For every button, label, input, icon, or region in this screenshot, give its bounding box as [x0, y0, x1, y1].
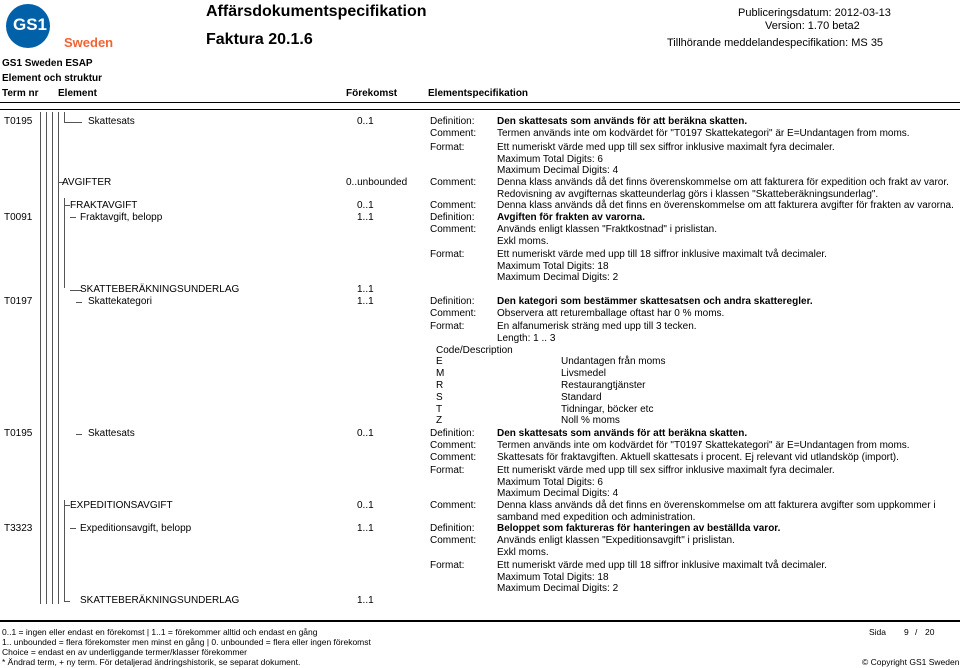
code-description-header: Code/Description — [436, 345, 513, 356]
occurrence: 1..1 — [357, 523, 374, 534]
spec-label: Comment: — [430, 177, 477, 188]
term-number: T0091 — [4, 212, 33, 223]
comment-text: Denna klass används då det finns en överenskommelse om att fakturera avgifter som uppkommer i — [497, 500, 936, 511]
comment-text-cont: Exkl moms. — [497, 547, 549, 558]
occurrence: 0..1 — [357, 500, 374, 511]
element-name: EXPEDITIONSAVGIFT — [70, 500, 173, 511]
occurrence: 1..1 — [357, 296, 374, 307]
format-text: Ett numeriskt värde med upp till 18 siffror inklusive maximalt två decimaler. — [497, 249, 827, 260]
occurrence: 0..1 — [357, 428, 374, 439]
spec-label: Format: — [430, 321, 465, 332]
format-text: Ett numeriskt värde med upp till 18 siffror inklusive maximalt två decimaler. — [497, 560, 827, 571]
spec-label: Format: — [430, 249, 465, 260]
format-text: Ett numeriskt värde med upp till sex siffror inklusive maximalt fyra decimaler. — [497, 465, 835, 476]
definition-text: Den skattesats som används för att beräkna skatten. — [497, 428, 748, 439]
definition-text: Den skattesats som används för att beräkna skatten. — [497, 116, 748, 127]
format-total-digits: Maximum Total Digits: 18 — [497, 572, 609, 583]
copyright: © Copyright GS1 Sweden — [862, 657, 960, 667]
element-name: Fraktavgift, belopp — [80, 212, 163, 223]
tree-branch — [76, 302, 82, 303]
tree-line-l4 — [58, 112, 59, 604]
element-name: AVGIFTER — [62, 177, 112, 188]
comment-text-cont: samband med expedition och administration. — [497, 512, 696, 523]
definition-text: Den kategori som bestämmer skattesatsen och andra skatteregler. — [497, 296, 813, 307]
org-name: GS1 Sweden ESAP — [2, 58, 93, 69]
spec-label: Format: — [430, 142, 465, 153]
code-description: Tidningar, böcker etc — [561, 404, 654, 415]
doc-subtitle: Faktura 20.1.6 — [206, 31, 313, 48]
footer-divider — [0, 620, 960, 622]
format-decimal-digits: Maximum Decimal Digits: 4 — [497, 488, 619, 499]
tree-line-l5b — [64, 198, 65, 288]
occurrence: 0..unbounded — [346, 177, 408, 188]
tree-line-l1 — [40, 112, 41, 604]
spec-label: Comment: — [430, 452, 477, 463]
element-name: FRAKTAVGIFT — [70, 200, 138, 211]
occurrence: 0..1 — [357, 200, 374, 211]
element-name: Skattesats — [88, 428, 135, 439]
gs1-logo-sweden: Sweden — [64, 35, 114, 50]
related-spec: Tillhörande meddelandespecifikation: MS 35 — [667, 37, 884, 49]
spec-label: Comment: — [430, 128, 477, 139]
spec-label: Comment: — [430, 200, 477, 211]
code-description: Undantagen från moms — [561, 356, 666, 367]
column-header-occurrence: Förekomst — [346, 88, 398, 99]
publication-date: Publiceringsdatum: 2012-03-13 — [738, 7, 891, 19]
definition-text: Avgiften för frakten av varorna. — [497, 212, 646, 223]
tree-branch — [76, 434, 82, 435]
format-length: Length: 1 .. 3 — [497, 333, 556, 344]
page-total: 20 — [925, 627, 935, 637]
format-text: Ett numeriskt värde med upp till sex siffror inklusive maximalt fyra decimaler. — [497, 142, 835, 153]
tree-branch — [64, 122, 82, 123]
spec-label: Format: — [430, 465, 465, 476]
spec-label: Definition: — [430, 428, 475, 439]
page-label: Sida — [869, 627, 887, 637]
term-number: T0195 — [4, 428, 33, 439]
spec-label: Definition: — [430, 116, 475, 127]
comment-text: Denna klass används då det finns en överenskommelse om att fakturera avgifter för frakten av varorna. — [497, 200, 954, 211]
column-header-specification: Elementspecifikation — [428, 88, 529, 99]
tree-line-l5c — [64, 500, 65, 602]
footer-legend-4: * Ändrad term, + ny term. För detaljerad ändringshistorik, se separat dokument. — [2, 657, 301, 667]
element-name: Expeditionsavgift, belopp — [80, 523, 192, 534]
comment-text: Observera att returemballage oftast har 0 % moms. — [497, 308, 725, 319]
element-name: SKATTEBERÄKNINGSUNDERLAG — [80, 284, 240, 295]
code-description: Noll % moms — [561, 415, 620, 426]
code-value: Z — [436, 415, 443, 426]
code-value: M — [436, 368, 445, 379]
tree-line-l2 — [46, 112, 47, 604]
version: Version: 1.70 beta2 — [765, 20, 860, 32]
comment-text: Används enligt klassen "Fraktkostnad" i prislistan. — [497, 224, 717, 235]
doc-title: Affärsdokumentspecifikation — [206, 3, 427, 20]
code-value: R — [436, 380, 444, 391]
definition-text: Beloppet som faktureras för hanteringen av beställda varor. — [497, 523, 781, 534]
spec-label: Format: — [430, 560, 465, 571]
page-current: 9 — [904, 627, 909, 637]
comment-text: Används enligt klassen "Expeditionsavgift" i prislistan. — [497, 535, 735, 546]
spec-label: Comment: — [430, 440, 477, 451]
header-divider — [0, 102, 960, 103]
term-number: T0195 — [4, 116, 33, 127]
comment-text: Denna klass används då det finns överenskommelse om att fakturera för expedition och frakt av varor. — [497, 177, 949, 188]
code-value: S — [436, 392, 443, 403]
spec-label: Comment: — [430, 535, 477, 546]
column-header-term: Term nr — [2, 88, 39, 99]
term-number: T3323 — [4, 523, 33, 534]
term-number: T0197 — [4, 296, 33, 307]
footer-legend-2: 1.. unbounded = flera förekomster men minst en gång | 0. unbounded = flera eller ingen förekomst — [2, 637, 371, 647]
comment-text: Termen används inte om kodvärdet för "T0197 Skattekategori" är E=Undantagen from moms. — [497, 440, 910, 451]
tree-line-l5 — [64, 112, 65, 122]
tree-branch — [70, 217, 76, 218]
format-decimal-digits: Maximum Decimal Digits: 4 — [497, 165, 619, 176]
tree-branch — [64, 601, 70, 602]
occurrence: 1..1 — [357, 595, 374, 606]
tree-line-l3 — [52, 112, 53, 604]
format-text: En alfanumerisk sträng med upp till 3 tecken. — [497, 321, 697, 332]
spec-label: Definition: — [430, 296, 475, 307]
header-divider-2 — [0, 109, 960, 110]
format-decimal-digits: Maximum Decimal Digits: 2 — [497, 272, 619, 283]
tree-branch — [70, 528, 76, 529]
spec-label: Definition: — [430, 523, 475, 534]
element-name: Skattesats — [88, 116, 135, 127]
format-total-digits: Maximum Total Digits: 6 — [497, 477, 603, 488]
gs1-logo-text: GS1 — [13, 15, 48, 34]
spec-label: Comment: — [430, 224, 477, 235]
code-description: Restaurangtjänster — [561, 380, 646, 391]
footer-legend-3: Choice = endast en av underliggande termer/klasser förekommer — [2, 647, 247, 657]
spec-label: Comment: — [430, 308, 477, 319]
element-name: SKATTEBERÄKNINGSUNDERLAG — [80, 595, 240, 606]
comment-text-2: Skattesats för fraktavgiften. Aktuell skattesats i procent. Ej relevant vid utlandsköp (import). — [497, 452, 899, 463]
page-separator: / — [915, 627, 918, 637]
spec-label: Comment: — [430, 500, 477, 511]
code-description: Livsmedel — [561, 368, 607, 379]
occurrence: 1..1 — [357, 284, 374, 295]
comment-text: Termen används inte om kodvärdet för "T0197 Skattekategori" är E=Undantagen from moms. — [497, 128, 910, 139]
comment-text-cont: Exkl moms. — [497, 236, 549, 247]
format-total-digits: Maximum Total Digits: 6 — [497, 154, 603, 165]
comment-text-cont: Redovisning av avgifternas skatteunderlag görs i klassen "Skatteberäkningsunderlag". — [497, 189, 879, 200]
code-value: E — [436, 356, 443, 367]
format-decimal-digits: Maximum Decimal Digits: 2 — [497, 583, 619, 594]
occurrence: 1..1 — [357, 212, 374, 223]
format-total-digits: Maximum Total Digits: 18 — [497, 261, 609, 272]
element-name: Skattekategori — [88, 296, 152, 307]
code-value: T — [436, 404, 443, 415]
column-header-element: Element — [58, 88, 97, 99]
spec-label: Definition: — [430, 212, 475, 223]
footer-legend-1: 0..1 = ingen eller endast en förekomst | 1..1 = förekommer alltid och endast en gång — [2, 627, 318, 637]
section-title: Element och struktur — [2, 73, 103, 84]
code-description: Standard — [561, 392, 602, 403]
occurrence: 0..1 — [357, 116, 374, 127]
